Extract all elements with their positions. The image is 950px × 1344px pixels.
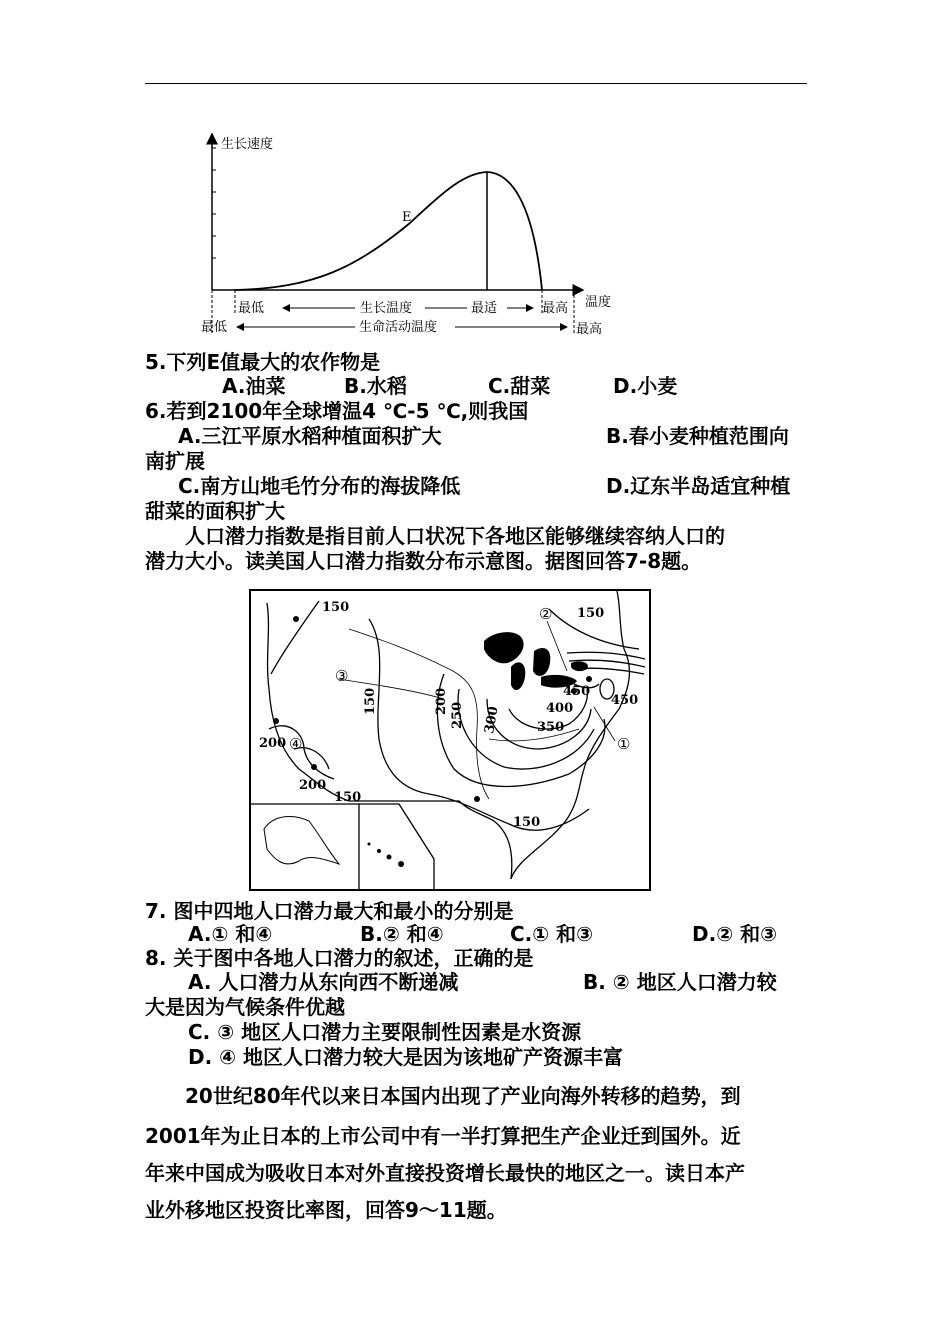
growth-temp-label: 生长温度 (360, 301, 413, 316)
map-label-150-center: 150 (363, 687, 378, 715)
map-marker-2: ② (539, 605, 553, 623)
header-rule (145, 83, 807, 84)
map-label-150-s: 150 (334, 790, 362, 805)
map-marker-4: ④ (289, 735, 303, 753)
q5-option-a: A.油菜 (222, 374, 286, 398)
x-axis-label: 温度 (585, 295, 612, 310)
q7-option-a: A.① 和④ (188, 922, 273, 946)
map-label-200-center: 200 (434, 687, 449, 715)
growth-curve (235, 172, 542, 290)
intro2-line1: 人口潜力指数是指目前人口状况下各地区能够继续容纳人口的 (185, 524, 725, 548)
map-label-150-nw: 150 (322, 600, 350, 615)
map-label-250: 250 (450, 701, 465, 729)
map-label-450-a: 450 (563, 684, 591, 699)
map-marker-1: ① (617, 735, 631, 753)
growth-temperature-chart (195, 128, 625, 343)
q6-option-d: D.辽东半岛适宜种植 (606, 474, 791, 498)
map-label-150-se: 150 (513, 815, 541, 830)
map-label-150-ne: 150 (577, 606, 605, 621)
q8-stem: 8. 关于图中各地人口潜力的叙述，正确的是 (145, 946, 534, 970)
map-label-200-sw: 200 (299, 778, 327, 793)
q7-option-b: B.② 和④ (360, 922, 444, 946)
map-marker-3: ③ (335, 667, 349, 685)
curve-label: E (402, 210, 412, 225)
y-axis-label: 生长速度 (221, 137, 274, 152)
intro3-line3: 年来中国成为吸收日本对外直接投资增长最快的地区之一。读日本产 (145, 1161, 745, 1185)
outer-highest-label: 最高 (576, 322, 603, 337)
q5-option-c: C.甜菜 (488, 374, 551, 398)
q6-option-c: C.南方山地毛竹分布的海拔降低 (178, 474, 461, 498)
intro3-line1: 20世纪80年代以来日本国内出现了产业向海外转移的趋势，到 (185, 1084, 741, 1108)
map-label-200-w: 200 (259, 736, 287, 751)
q8-option-b-cont: 大是因为气候条件优越 (145, 995, 345, 1019)
map-label-300: 300 (482, 705, 502, 735)
q8-option-d: D. ④ 地区人口潜力较大是因为该地矿产资源丰富 (188, 1045, 624, 1069)
q7-stem: 7. 图中四地人口潜力最大和最小的分别是 (145, 899, 514, 923)
q6-option-a: A.三江平原水稻种植面积扩大 (178, 424, 442, 448)
intro2-line2: 潜力大小。读美国人口潜力指数分布示意图。据图回答7-8题。 (145, 549, 702, 573)
q8-option-a: A. 人口潜力从东向西不断递减 (188, 970, 459, 994)
q6-option-b-cont: 南扩展 (145, 449, 205, 473)
intro3-line2: 2001年为止日本的上市公司中有一半打算把生产企业迁到国外。近 (145, 1124, 741, 1148)
map-label-350: 350 (537, 720, 565, 735)
highest-label: 最高 (542, 301, 569, 316)
map-label-450-b: 450 (611, 693, 639, 708)
intro3-line4: 业外移地区投资比率图，回答9～11题。 (145, 1198, 507, 1222)
optimal-label: 最适 (471, 301, 498, 316)
life-temp-label: 生命活动温度 (359, 320, 438, 335)
q7-option-d: D.② 和③ (692, 922, 778, 946)
q5-stem: 5.下列E值最大的农作物是 (145, 350, 381, 374)
lowest-label: 最低 (238, 301, 265, 316)
q7-option-c: C.① 和③ (510, 922, 594, 946)
q8-option-c: C. ③ 地区人口潜力主要限制性因素是水资源 (188, 1020, 582, 1044)
q6-stem: 6.若到2100年全球增温4 ℃-5 ℃,则我国 (145, 399, 529, 423)
q5-option-d: D.小麦 (613, 374, 678, 398)
q6-option-b: B.春小麦种植范围向 (606, 424, 789, 448)
us-population-potential-map (249, 589, 651, 891)
map-label-400: 400 (546, 701, 574, 716)
q8-option-b: B. ② 地区人口潜力较 (583, 970, 777, 994)
outer-lowest-label: 最低 (201, 320, 228, 335)
q6-option-d-cont: 甜菜的面积扩大 (145, 499, 285, 523)
q5-option-b: B.水稻 (344, 374, 407, 398)
